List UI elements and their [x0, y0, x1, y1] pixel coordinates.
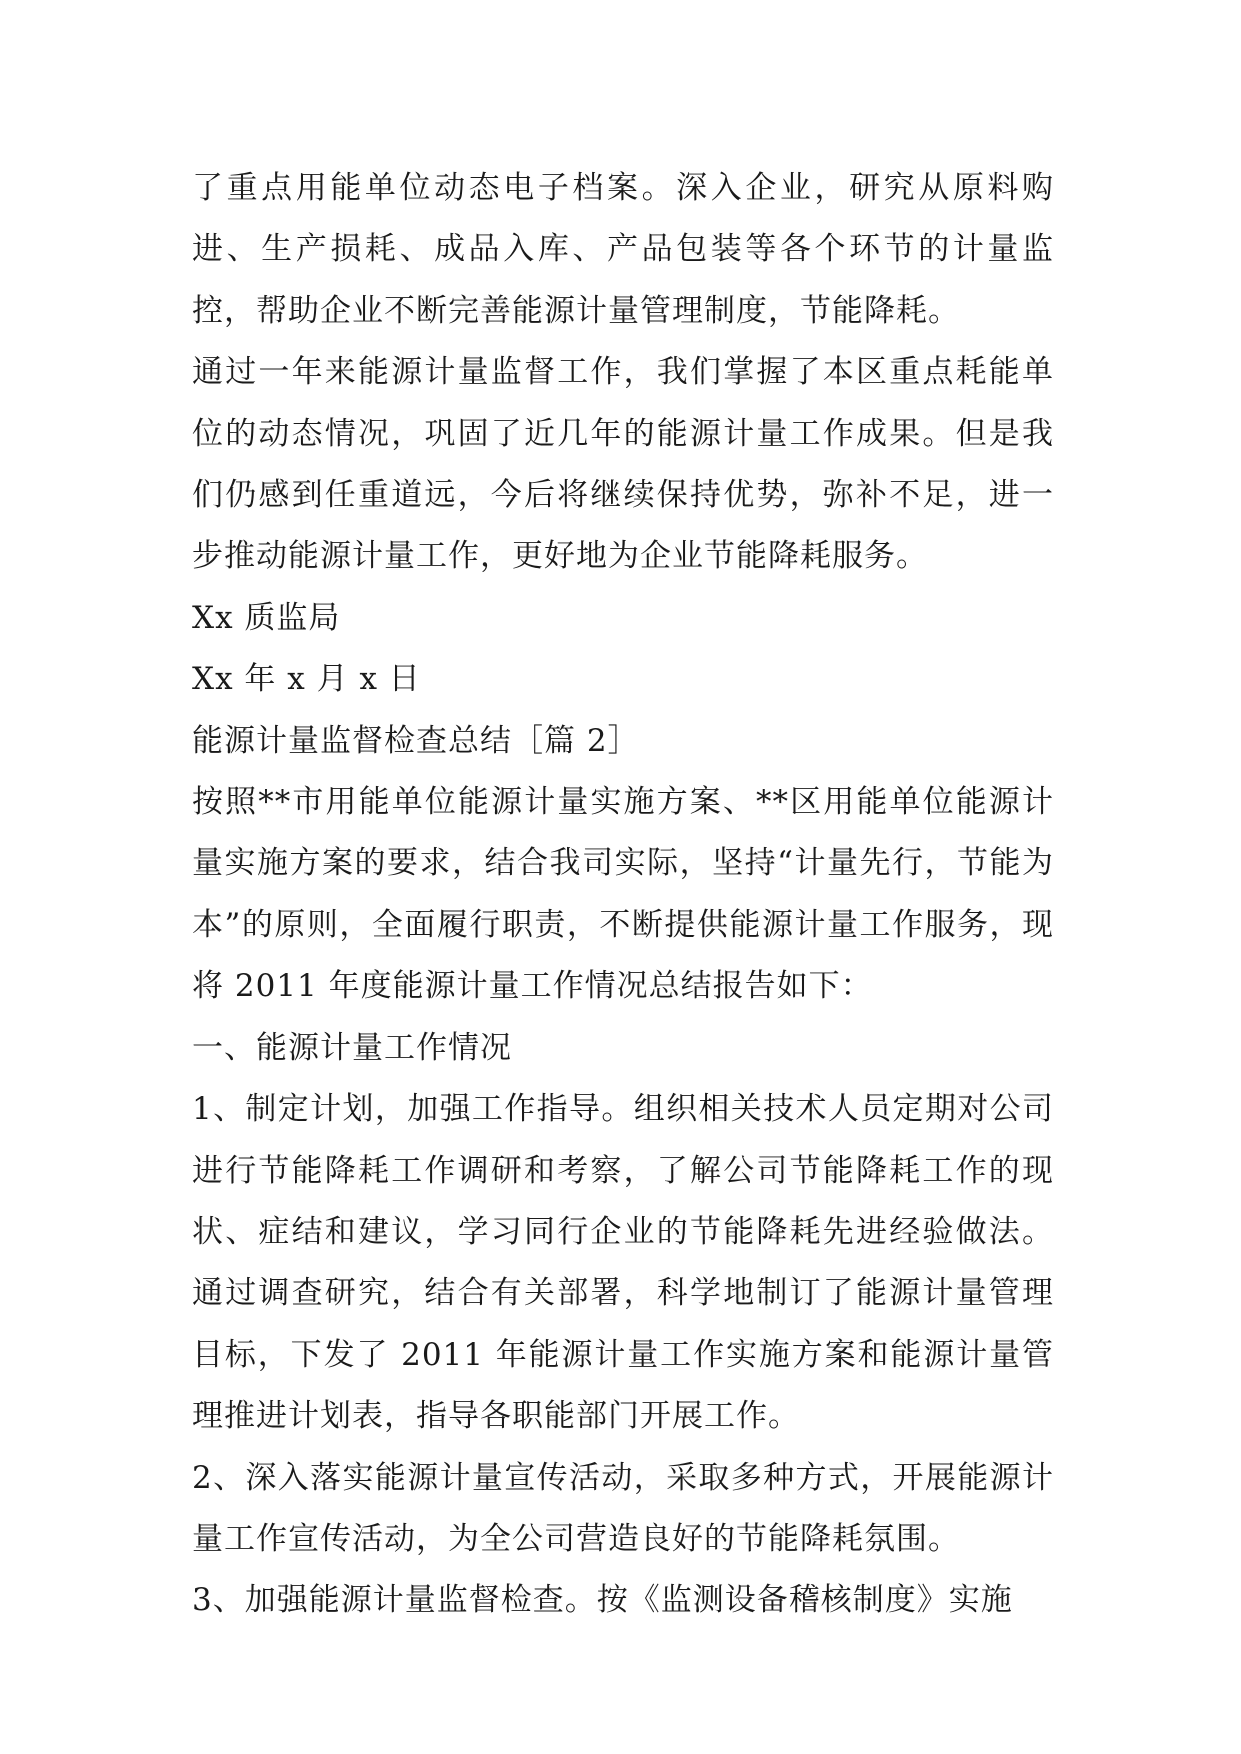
signature-organization: Xx 质监局 — [192, 599, 341, 636]
paragraph-introduction: 按照**市用能单位能源计量实施方案、**区用能单位能源计量实施方案的要求，结合我司实际，坚持“计量先行，节能为本”的原则，全面履行职责，不断提供能源计量工作服务，现将 2011 年度能源计量工作情况总结报告如下： — [192, 784, 1054, 1005]
list-item-3-inspection: 3、加强能源计量监督检查。按《监测设备稽核制度》实施 — [192, 1582, 1013, 1619]
paragraph-archive-continuation: 了重点用能单位动态电子档案。深入企业，研究从原料购进、生产损耗、成品入库、产品包装等各个环节的计量监控，帮助企业不断完善能源计量管理制度，节能降耗。 — [192, 170, 1054, 329]
signature-date: Xx 年 x 月 x 日 — [192, 661, 421, 698]
list-item-2-publicity: 2、深入落实能源计量宣传活动，采取多种方式，开展能源计量工作宣传活动，为全公司营造良好的节能降耗氛围。 — [192, 1459, 1054, 1557]
section-title-part-2: 能源计量监督检查总结［篇 2］ — [192, 722, 640, 759]
heading-work-status: 一、能源计量工作情况 — [192, 1029, 512, 1066]
list-item-1-planning: 1、制定计划，加强工作指导。组织相关技术人员定期对公司进行节能降耗工作调研和考察，了解公司节能降耗工作的现状、症结和建议，学习同行企业的节能降耗先进经验做法。通过调查研究，结合有关部署，科学地制订了能源计量管理目标，下发了 2011 年能源计量工作实施方案和能源计量管理推进计划表，指导各职能部门开展工作。 — [192, 1091, 1054, 1435]
document-body — [192, 158, 1054, 1632]
paragraph-annual-summary: 通过一年来能源计量监督工作，我们掌握了本区重点耗能单位的动态情况，巩固了近几年的能源计量工作成果。但是我们仍感到任重道远，今后将继续保持优势，弥补不足，进一步推动能源计量工作，更好地为企业节能降耗服务。 — [192, 354, 1054, 575]
